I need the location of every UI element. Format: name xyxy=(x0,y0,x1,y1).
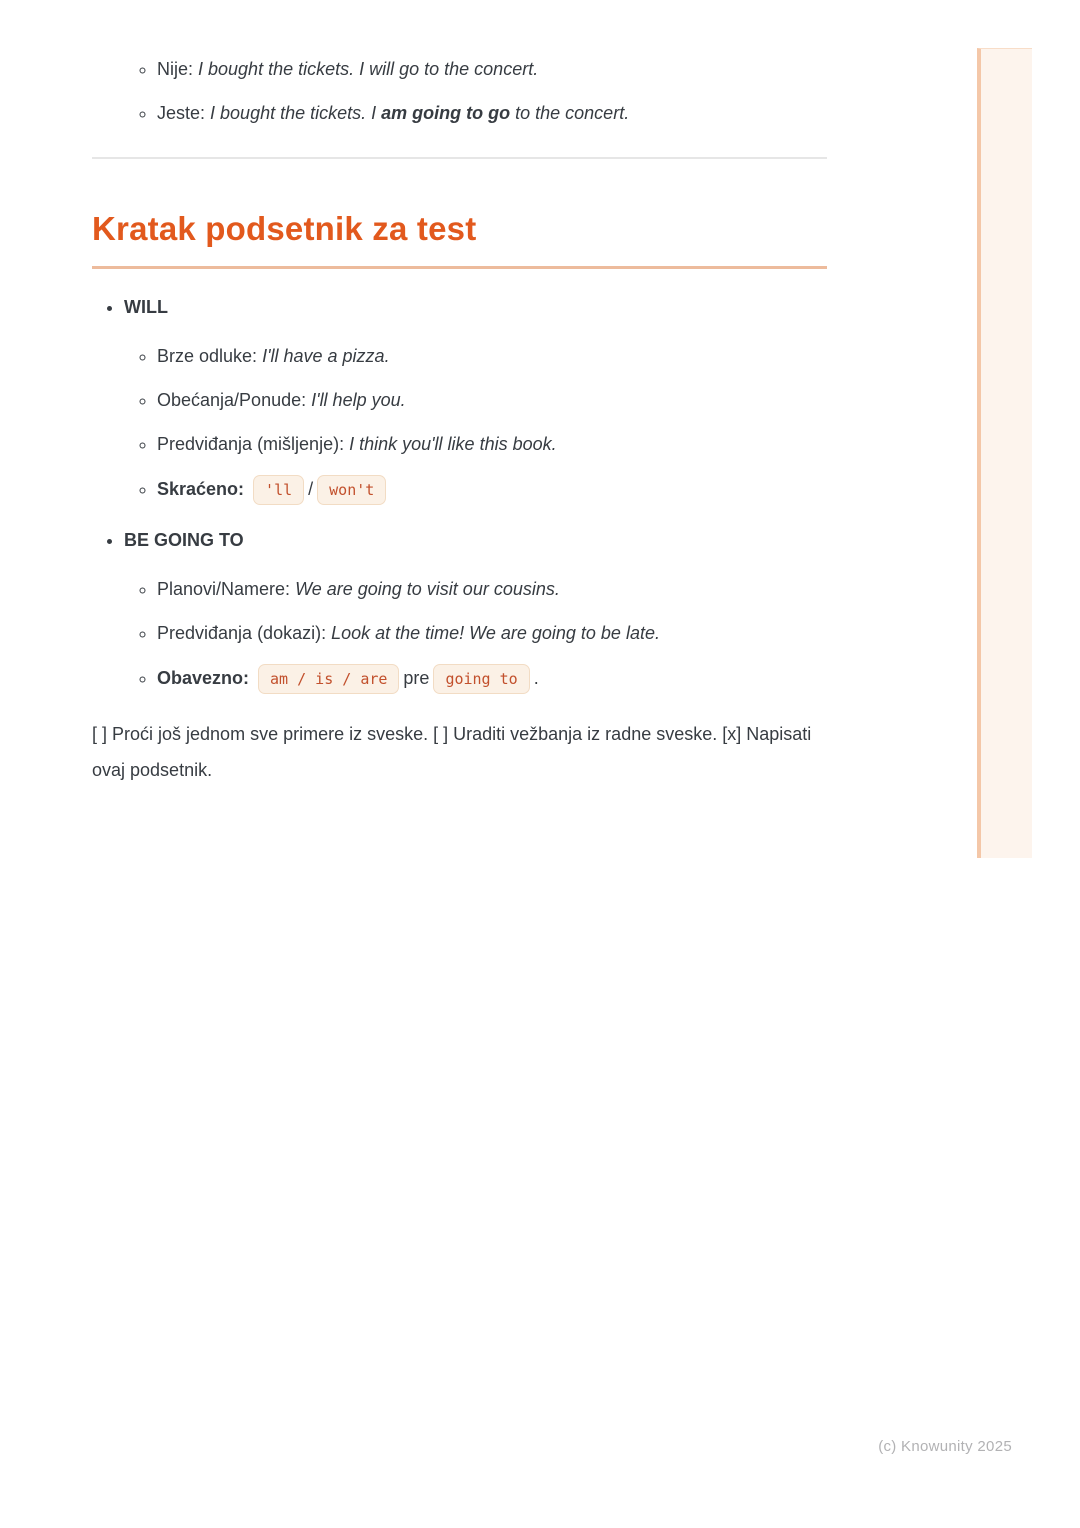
item-label: Jeste: xyxy=(157,103,211,123)
list-item xyxy=(157,664,827,694)
item-label: Predviđanja (dokazi): xyxy=(157,623,332,643)
connector-text: pre xyxy=(403,667,430,688)
item-example: I think you'll like this book. xyxy=(349,434,557,454)
list-item xyxy=(157,620,827,647)
divider xyxy=(92,157,827,159)
going-sublist xyxy=(124,576,827,694)
item-example: We are going to visit our cousins. xyxy=(295,579,560,599)
item-emphasis: am going to go xyxy=(381,103,511,123)
section-heading: Kratak podsetnik za test xyxy=(92,209,827,269)
code-chip: 'll xyxy=(253,475,304,505)
intro-list xyxy=(92,56,827,127)
list-item xyxy=(157,475,827,505)
separator-text: / xyxy=(308,478,314,499)
item-label: Obavezno: xyxy=(157,667,255,688)
item-label: Obećanja/Ponude: xyxy=(157,390,312,410)
code-chip: going to xyxy=(433,664,529,694)
item-label: Brze odluke: xyxy=(157,346,263,366)
list-item xyxy=(157,431,827,458)
item-example: I'll have a pizza. xyxy=(262,346,390,366)
list-item-will xyxy=(124,294,827,505)
item-label: Predviđanja (mišljenje): xyxy=(157,434,350,454)
group-label: WILL xyxy=(124,297,168,317)
item-label: Planovi/Namere: xyxy=(157,579,296,599)
list-item xyxy=(157,343,827,370)
item-example: I'll help you. xyxy=(311,390,406,410)
item-example: to the concert. xyxy=(510,103,630,123)
item-example: I bought the tickets. I will go to the concert. xyxy=(198,59,539,79)
item-label: Nije: xyxy=(157,59,199,79)
list-item xyxy=(157,576,827,603)
copyright-footer: (c) Knowunity 2025 xyxy=(878,1438,1012,1455)
task-checklist: [ ] Proći još jednom sve primere iz sveske. [ ] Uraditi vežbanja iz radne sveske. [x] Napisati ovaj podsetnik. xyxy=(92,724,812,780)
group-label: BE GOING TO xyxy=(124,530,244,550)
code-chip: won't xyxy=(317,475,386,505)
item-label: Skraćeno: xyxy=(157,478,250,499)
list-item-be-going-to xyxy=(124,527,827,694)
code-chip: am / is / are xyxy=(258,664,399,694)
item-example: Look at the time! We are going to be late. xyxy=(331,623,660,643)
list-item xyxy=(157,387,827,414)
will-sublist xyxy=(124,343,827,505)
item-example: I bought the tickets. I xyxy=(210,103,382,123)
list-item xyxy=(157,100,827,127)
period-text: . xyxy=(533,667,539,688)
list-item xyxy=(157,56,827,83)
summary-list xyxy=(92,294,827,694)
